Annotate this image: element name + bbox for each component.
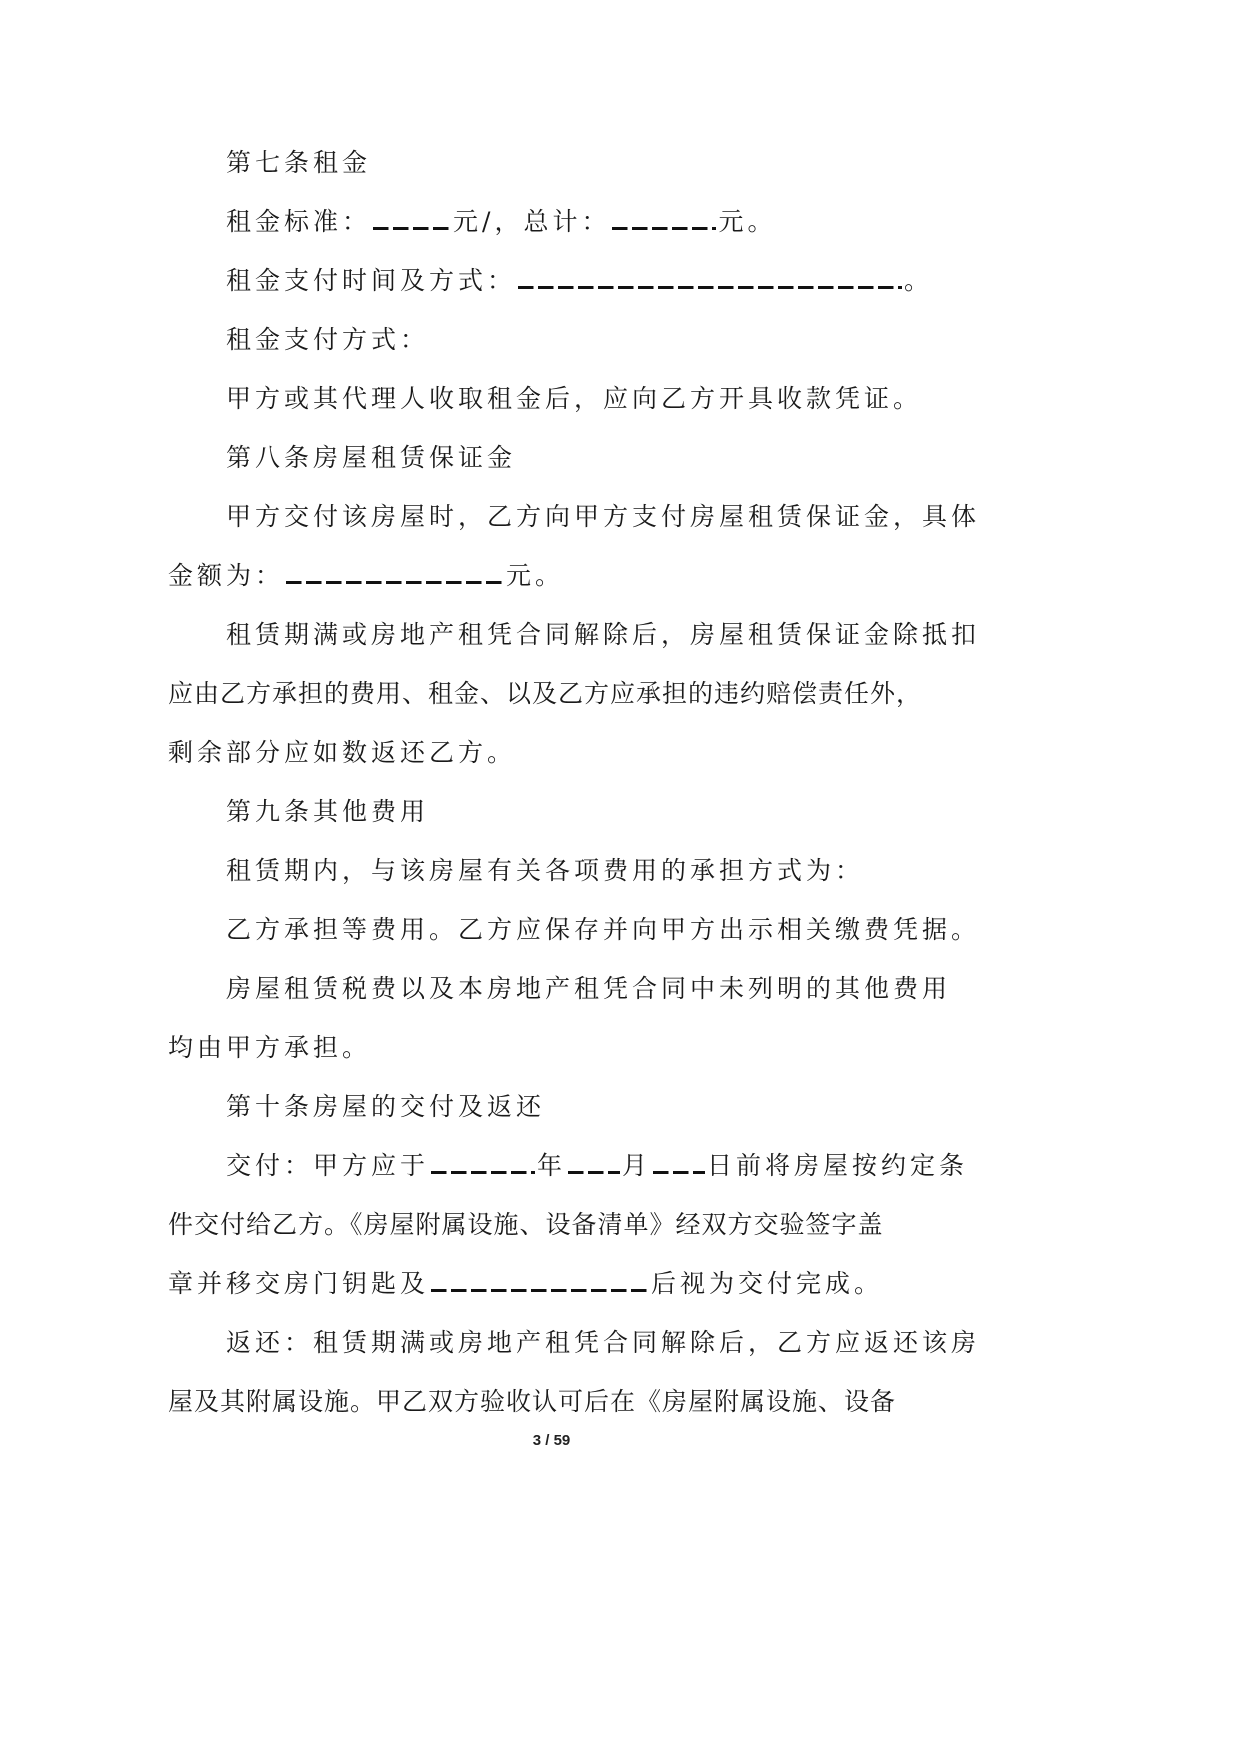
rent-time-line	[226, 264, 1006, 298]
return-line-1	[226, 1326, 1006, 1360]
rent-standard-label: 租金标准：	[226, 207, 372, 236]
deposit-paragraph-line-2	[168, 559, 948, 593]
deposit-text-1: 甲方交付该房屋时，乙方向甲方支付房屋租赁保证金，具体	[226, 502, 981, 531]
article-9-heading	[226, 795, 1006, 829]
fees-text-4: 均由甲方承担。	[168, 1033, 372, 1062]
article-7-heading-text: 第七条租金	[226, 148, 372, 177]
delivery-line-2	[168, 1208, 948, 1242]
fees-line-3	[226, 972, 1006, 1006]
delivery-month-blank[interactable]	[568, 1152, 620, 1174]
delivery-text-2: 件交付给乙方。《房屋附属设施、设备清单》经双方交验签字盖	[168, 1210, 884, 1239]
fees-line-1	[226, 854, 1006, 888]
article-10-heading	[226, 1090, 1006, 1124]
deposit-amount-label: 金额为：	[168, 561, 285, 590]
deposit-refund-line-1	[226, 618, 1006, 652]
fees-text-3: 房屋租赁税费以及本房地产租凭合同中未列明的其他费用	[226, 974, 952, 1003]
article-10-heading-text: 第十条房屋的交付及返还	[226, 1092, 546, 1121]
deposit-amount-end: 元。	[506, 561, 565, 590]
delivery-year: 年	[537, 1151, 567, 1180]
return-text-2: 屋及其附属设施。甲乙双方验收认可后在《房屋附属设施、设备	[168, 1387, 897, 1416]
fees-text-1: 租赁期内，与该房屋有关各项费用的承担方式为：	[226, 856, 865, 885]
deposit-refund-line-2	[168, 677, 948, 711]
delivery-year-blank[interactable]	[431, 1152, 535, 1174]
rent-time-blank[interactable]	[518, 267, 902, 289]
deposit-amount-blank[interactable]	[286, 562, 504, 584]
delivery-line-1	[226, 1149, 1006, 1183]
deposit-refund-text-2: 应由乙方承担的费用、租金、以及乙方应承担的违约赔偿责任外，	[168, 679, 923, 708]
rent-time-label: 租金支付时间及方式：	[226, 266, 517, 295]
rent-standard-line	[226, 205, 1006, 239]
delivery-keys-blank[interactable]	[431, 1270, 649, 1292]
rent-total-blank[interactable]	[612, 208, 716, 230]
return-text-1: 返还：租赁期满或房地产租凭合同解除后，乙方应返还该房	[226, 1328, 981, 1357]
rent-standard-unit: 元/，总计：	[453, 207, 611, 236]
rent-standard-end: 元。	[718, 207, 777, 236]
deposit-refund-text-1: 租赁期满或房地产租凭合同解除后，房屋租赁保证金除抵扣	[226, 620, 981, 649]
fees-line-2	[226, 913, 1006, 947]
rent-receipt-text: 甲方或其代理人收取租金后，应向乙方开具收款凭证。	[226, 384, 923, 413]
fees-text-2: 乙方承担等费用。乙方应保存并向甲方出示相关缴费凭据。	[226, 915, 981, 944]
delivery-day-rest: 日前将房屋按约定条	[707, 1151, 969, 1180]
article-7-heading	[226, 146, 1006, 180]
deposit-refund-text-3: 剩余部分应如数返还乙方。	[168, 738, 517, 767]
delivery-month: 月	[622, 1151, 652, 1180]
fees-line-4	[168, 1031, 948, 1065]
rent-receipt-line	[226, 382, 1006, 416]
delivery-day-blank[interactable]	[653, 1152, 705, 1174]
rent-standard-blank[interactable]	[373, 208, 451, 230]
delivery-line-3-label: 章并移交房门钥匙及	[168, 1269, 430, 1298]
article-8-heading	[226, 441, 1006, 475]
page-number: 3 / 59	[532, 1432, 571, 1449]
rent-method-label: 租金支付方式：	[226, 325, 430, 354]
delivery-line-3-end: 后视为交付完成。	[651, 1269, 884, 1298]
deposit-refund-line-3	[168, 736, 948, 770]
article-8-heading-text: 第八条房屋租赁保证金	[226, 443, 517, 472]
deposit-paragraph-line-1	[226, 500, 981, 534]
article-9-heading-text: 第九条其他费用	[226, 797, 430, 826]
delivery-label: 交付：甲方应于	[226, 1151, 430, 1180]
rent-time-end: 。	[904, 266, 934, 295]
delivery-line-3	[168, 1267, 948, 1301]
return-line-2	[168, 1385, 948, 1419]
rent-method-line	[226, 323, 1006, 357]
